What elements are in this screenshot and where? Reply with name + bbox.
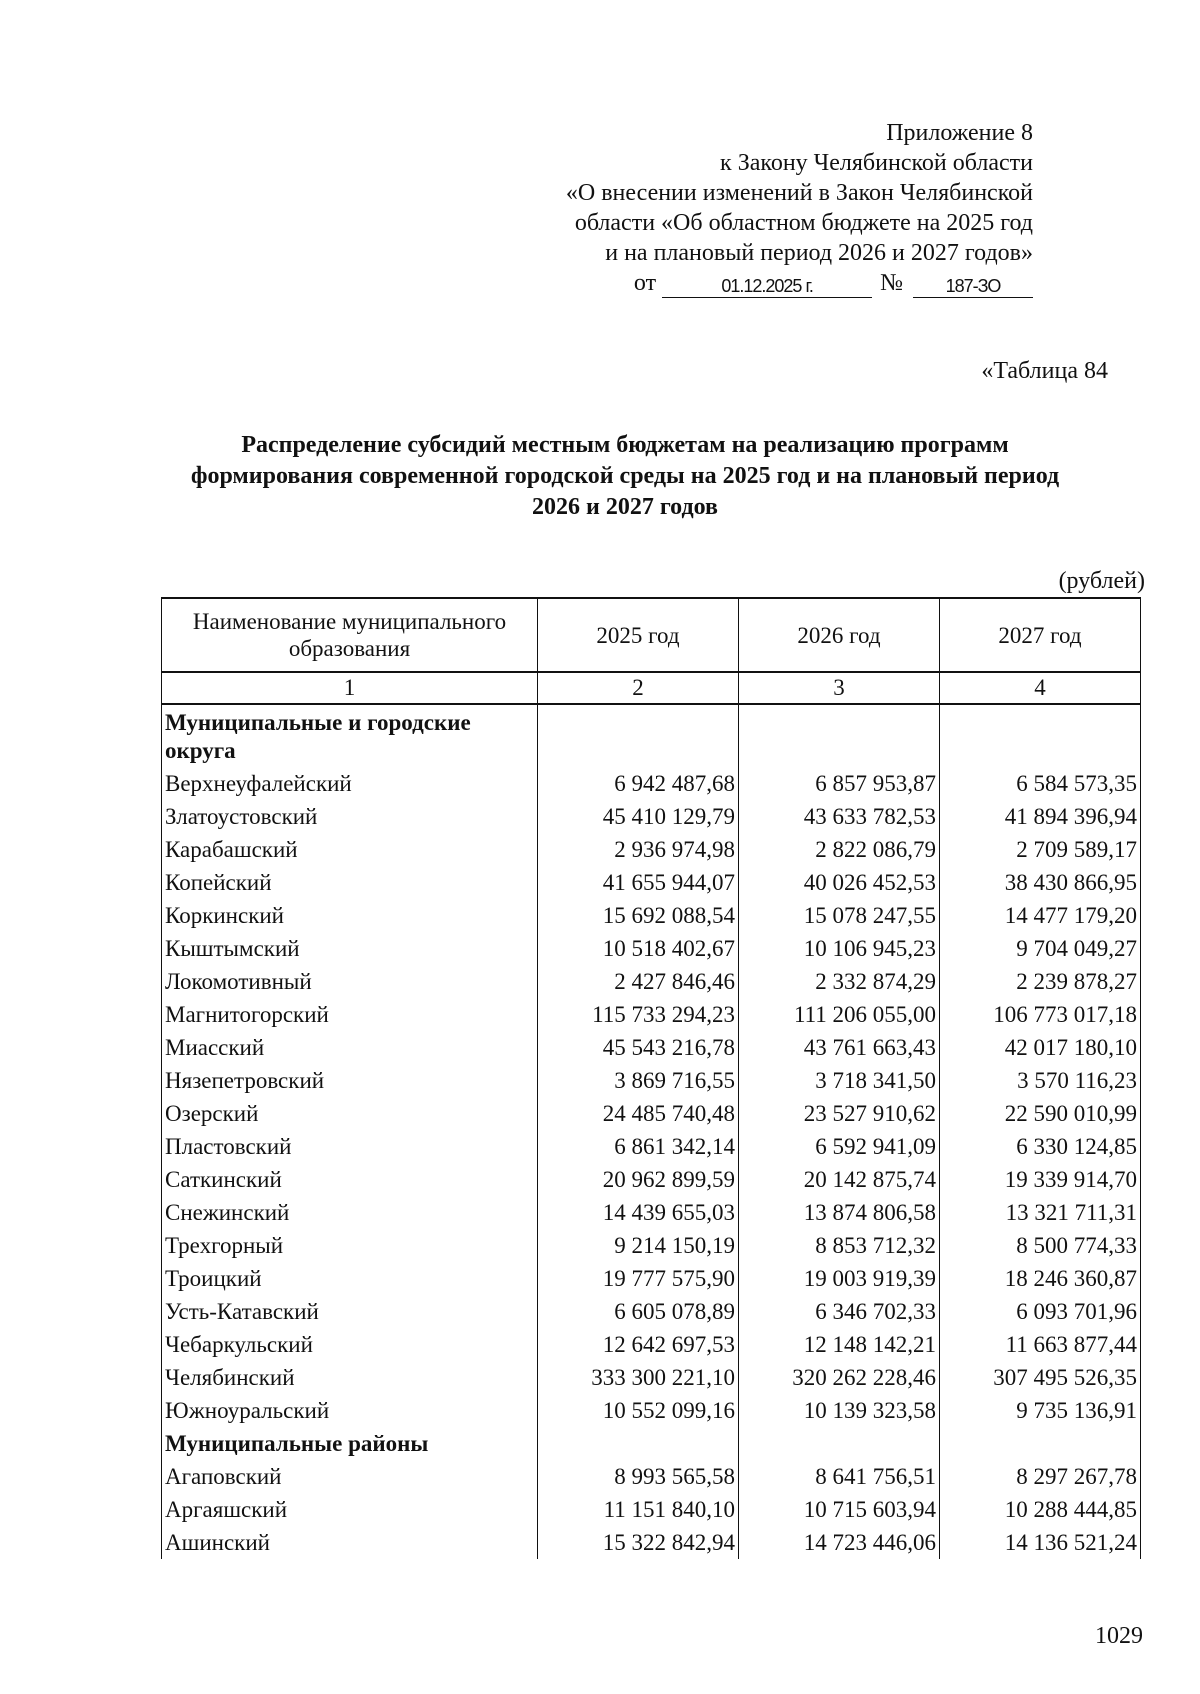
law-date-number-line — [433, 268, 1033, 298]
value-2025: 24 485 740,48 — [538, 1097, 739, 1130]
value-2025: 14 439 655,03 — [538, 1196, 739, 1229]
section-row — [162, 704, 1141, 767]
table-row — [162, 833, 1141, 866]
header-2027: 2027 год — [940, 598, 1141, 672]
header-line: «О внесении изменений в Закон Челябинской — [565, 180, 1033, 206]
municipality-name: Локомотивный — [162, 965, 538, 998]
value-2026: 2 332 874,29 — [739, 965, 940, 998]
value-2027: 2 709 589,17 — [940, 833, 1141, 866]
page-number: 1029 — [1095, 1623, 1143, 1649]
value-2025: 12 642 697,53 — [538, 1328, 739, 1361]
column-number: 3 — [739, 672, 940, 704]
value-2026: 10 106 945,23 — [739, 932, 940, 965]
municipality-name: Пластовский — [162, 1130, 538, 1163]
value-2027: 41 894 396,94 — [940, 800, 1141, 833]
municipality-name: Агаповский — [162, 1460, 538, 1493]
municipality-name: Златоустовский — [162, 800, 538, 833]
header-line: области «Об областном бюджете на 2025 год — [574, 210, 1033, 236]
header-line: Приложение 8 — [886, 120, 1033, 146]
table-row — [162, 1064, 1141, 1097]
value-2026: 14 723 446,06 — [739, 1526, 940, 1559]
value-2026: 10 715 603,94 — [739, 1493, 940, 1526]
value-2026: 40 026 452,53 — [739, 866, 940, 899]
value-2025: 9 214 150,19 — [538, 1229, 739, 1262]
value-2025: 2 936 974,98 — [538, 833, 739, 866]
municipality-name: Коркинский — [162, 899, 538, 932]
table-row — [162, 1295, 1141, 1328]
value-2025: 8 993 565,58 — [538, 1460, 739, 1493]
value-2027: 6 584 573,35 — [940, 767, 1141, 800]
value-2025: 6 861 342,14 — [538, 1130, 739, 1163]
municipality-name: Саткинский — [162, 1163, 538, 1196]
value-2026: 320 262 228,46 — [739, 1361, 940, 1394]
value-2026: 43 633 782,53 — [739, 800, 940, 833]
value-2027: 38 430 866,95 — [940, 866, 1141, 899]
municipality-name: Снежинский — [162, 1196, 538, 1229]
municipality-name: Аргаяшский — [162, 1493, 538, 1526]
table-row — [162, 998, 1141, 1031]
municipality-name: Миасский — [162, 1031, 538, 1064]
value-2025: 6 605 078,89 — [538, 1295, 739, 1328]
municipality-name: Верхнеуфалейский — [162, 767, 538, 800]
table-row — [162, 1097, 1141, 1130]
value-2026: 10 139 323,58 — [739, 1394, 940, 1427]
value-2027: 9 704 049,27 — [940, 932, 1141, 965]
value-2026: 8 641 756,51 — [739, 1460, 940, 1493]
table-row — [162, 1262, 1141, 1295]
municipality-name: Озерский — [162, 1097, 538, 1130]
value-2025: 3 869 716,55 — [538, 1064, 739, 1097]
header-line: и на плановый период 2026 и 2027 годов» — [605, 240, 1033, 266]
value-2025: 15 322 842,94 — [538, 1526, 739, 1559]
value-2027: 19 339 914,70 — [940, 1163, 1141, 1196]
units-label: (рублей) — [1058, 568, 1145, 594]
municipality-name: Копейский — [162, 866, 538, 899]
table-row — [162, 1394, 1141, 1427]
value-2025: 41 655 944,07 — [538, 866, 739, 899]
from-label: от — [633, 270, 657, 296]
title-line: формирования современной городской среды на 2025 год и на плановый период — [190, 463, 1060, 489]
table-row — [162, 1493, 1141, 1526]
value-2027: 6 093 701,96 — [940, 1295, 1141, 1328]
section-row — [162, 1427, 1141, 1460]
value-2026: 13 874 806,58 — [739, 1196, 940, 1229]
municipality-name: Карабашский — [162, 833, 538, 866]
value-2025: 10 518 402,67 — [538, 932, 739, 965]
value-2025: 45 543 216,78 — [538, 1031, 739, 1064]
table-row — [162, 965, 1141, 998]
value-2027: 307 495 526,35 — [940, 1361, 1141, 1394]
column-number: 4 — [940, 672, 1141, 704]
value-2027: 3 570 116,23 — [940, 1064, 1141, 1097]
value-2025: 10 552 099,16 — [538, 1394, 739, 1427]
value-2026: 12 148 142,21 — [739, 1328, 940, 1361]
header-2026: 2026 год — [739, 598, 940, 672]
value-2027: 14 136 521,24 — [940, 1526, 1141, 1559]
law-date: 01.12.2025 г. — [662, 275, 872, 298]
table-row — [162, 1361, 1141, 1394]
value-2027: 22 590 010,99 — [940, 1097, 1141, 1130]
table-row — [162, 767, 1141, 800]
value-2026: 6 857 953,87 — [739, 767, 940, 800]
municipality-name: Южноуральский — [162, 1394, 538, 1427]
value-2025: 15 692 088,54 — [538, 899, 739, 932]
table-row — [162, 1460, 1141, 1493]
value-2025: 19 777 575,90 — [538, 1262, 739, 1295]
value-2025: 333 300 221,10 — [538, 1361, 739, 1394]
document-title — [150, 430, 1100, 523]
municipality-name: Магнитогорский — [162, 998, 538, 1031]
value-2026: 3 718 341,50 — [739, 1064, 940, 1097]
value-2027: 11 663 877,44 — [940, 1328, 1141, 1361]
table-row — [162, 1229, 1141, 1262]
value-2027: 10 288 444,85 — [940, 1493, 1141, 1526]
table-row — [162, 866, 1141, 899]
table-label: «Таблица 84 — [981, 358, 1108, 384]
value-2025: 11 151 840,10 — [538, 1493, 739, 1526]
value-2027: 42 017 180,10 — [940, 1031, 1141, 1064]
title-line: 2026 и 2027 годов — [532, 494, 718, 520]
value-2025: 45 410 129,79 — [538, 800, 739, 833]
value-2026: 111 206 055,00 — [739, 998, 940, 1031]
value-2025: 6 942 487,68 — [538, 767, 739, 800]
column-number: 2 — [538, 672, 739, 704]
law-number: 187-ЗО — [913, 275, 1033, 298]
municipality-name: Трехгорный — [162, 1229, 538, 1262]
municipality-name: Усть-Катавский — [162, 1295, 538, 1328]
municipality-name: Троицкий — [162, 1262, 538, 1295]
value-2026: 20 142 875,74 — [739, 1163, 940, 1196]
value-2026: 19 003 919,39 — [739, 1262, 940, 1295]
table-row — [162, 1163, 1141, 1196]
section-title: Муниципальные районы — [162, 1427, 538, 1460]
value-2025: 20 962 899,59 — [538, 1163, 739, 1196]
column-number: 1 — [162, 672, 538, 704]
table-row — [162, 1526, 1141, 1559]
value-2027: 9 735 136,91 — [940, 1394, 1141, 1427]
municipality-name: Нязепетровский — [162, 1064, 538, 1097]
municipality-name: Челябинский — [162, 1361, 538, 1394]
table-row — [162, 1196, 1141, 1229]
value-2027: 14 477 179,20 — [940, 899, 1141, 932]
value-2026: 23 527 910,62 — [739, 1097, 940, 1130]
municipality-name: Чебаркульский — [162, 1328, 538, 1361]
value-2027: 2 239 878,27 — [940, 965, 1141, 998]
table-row — [162, 1031, 1141, 1064]
value-2026: 43 761 663,43 — [739, 1031, 940, 1064]
table-row — [162, 1328, 1141, 1361]
column-number-row — [162, 672, 1141, 704]
table-row — [162, 899, 1141, 932]
value-2027: 13 321 711,31 — [940, 1196, 1141, 1229]
value-2027: 8 500 774,33 — [940, 1229, 1141, 1262]
header-municipality: Наименование муниципального образования — [162, 598, 538, 672]
value-2025: 115 733 294,23 — [538, 998, 739, 1031]
value-2026: 8 853 712,32 — [739, 1229, 940, 1262]
value-2026: 6 592 941,09 — [739, 1130, 940, 1163]
value-2025: 2 427 846,46 — [538, 965, 739, 998]
document-header — [433, 118, 1033, 298]
number-label: № — [880, 270, 903, 296]
header-2025: 2025 год — [538, 598, 739, 672]
value-2026: 2 822 086,79 — [739, 833, 940, 866]
subsidy-table — [161, 597, 1141, 1559]
value-2027: 8 297 267,78 — [940, 1460, 1141, 1493]
value-2026: 6 346 702,33 — [739, 1295, 940, 1328]
value-2026: 15 078 247,55 — [739, 899, 940, 932]
value-2027: 18 246 360,87 — [940, 1262, 1141, 1295]
section-title: Муниципальные и городские округа — [162, 704, 538, 767]
table-row — [162, 800, 1141, 833]
value-2027: 106 773 017,18 — [940, 998, 1141, 1031]
table-header-row — [162, 598, 1141, 672]
table-row — [162, 932, 1141, 965]
value-2027: 6 330 124,85 — [940, 1130, 1141, 1163]
header-line: к Закону Челябинской области — [720, 150, 1033, 176]
municipality-name: Ашинский — [162, 1526, 538, 1559]
title-line: Распределение субсидий местным бюджетам на реализацию программ — [241, 432, 1009, 458]
table-row — [162, 1130, 1141, 1163]
municipality-name: Кыштымский — [162, 932, 538, 965]
